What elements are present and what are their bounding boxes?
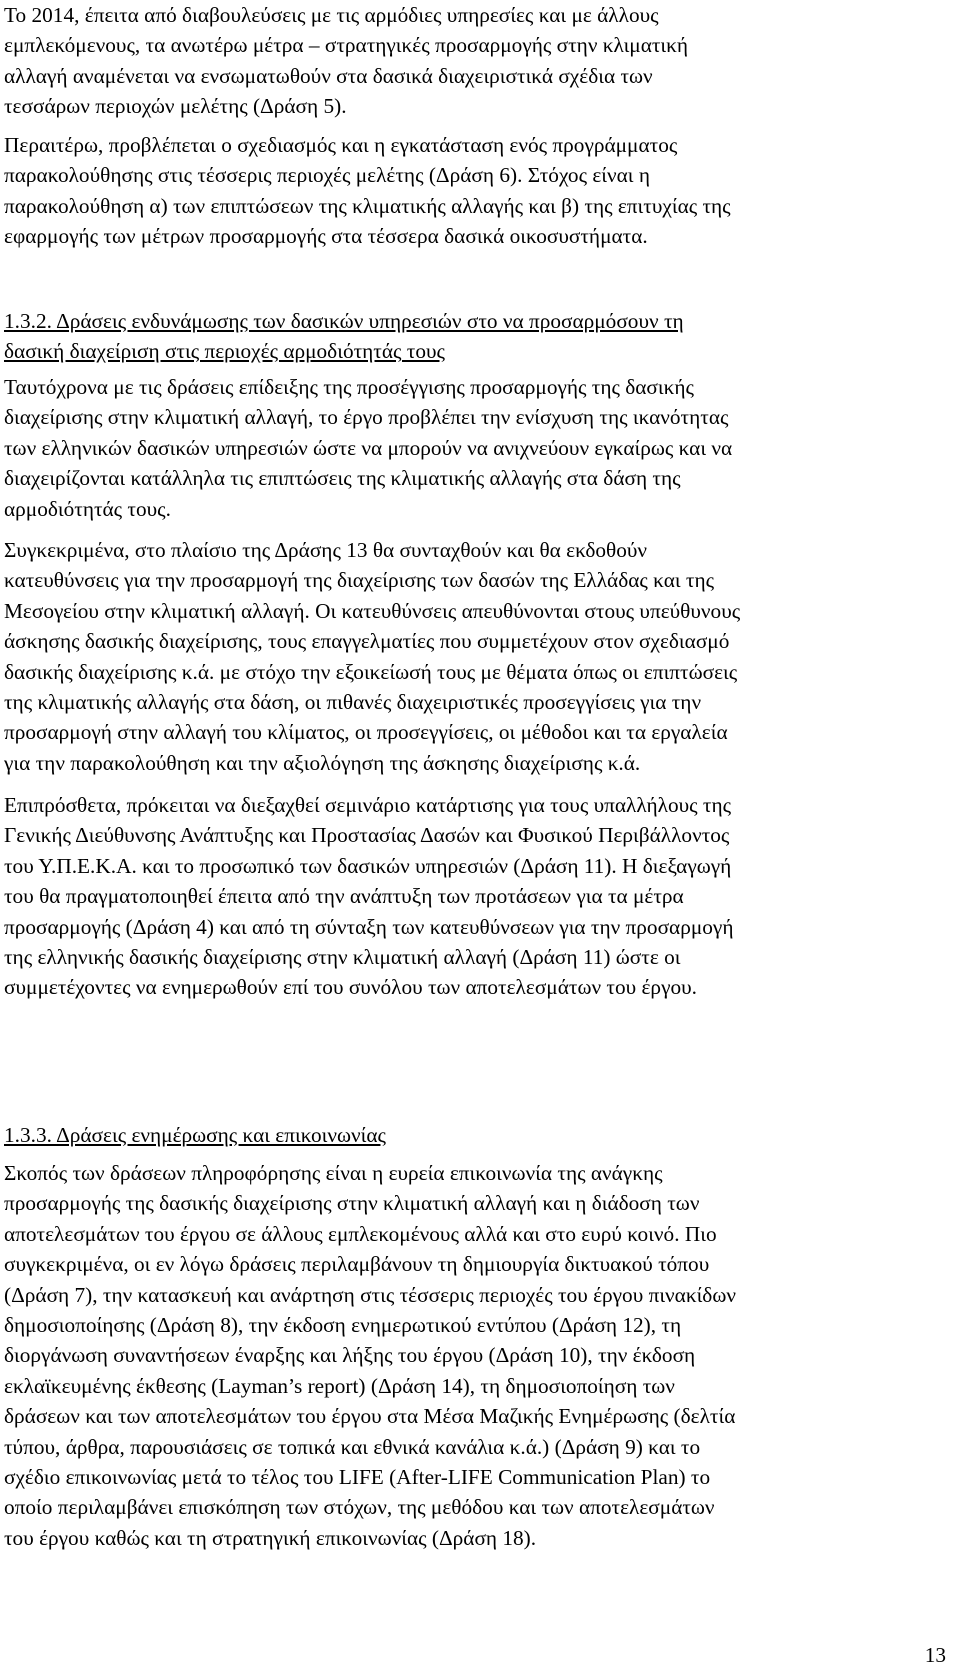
section-heading-1-3-3: 1.3.3. Δράσεις ενημέρωσης και επικοινωνίας <box>4 1123 386 1147</box>
paragraph-integration: Το 2014, έπειτα από διαβουλεύσεις με τις αρμόδιες υπηρεσίες και με άλλους εμπλεκόμενους, τα ανωτέρω μέτρα – στρατηγικές προσαρμογής στην κλιματική αλλαγή αναμένεται να ενσωματωθούν στα δασικά διαχειριστικά σχέδια των τεσσάρων περιοχών μελέτης (Δράση 5). <box>4 3 689 119</box>
paragraph-communication: Σκοπός των δράσεων πληροφόρησης είναι η ευρεία επικοινωνία της ανάγκης προσαρμογής της δασικής διαχείρισης στην κλιματική αλλαγή και η διάδοση των αποτελεσμάτων του έργου σε άλλους εμπλεκομένους αλλά και στο ευρύ κοινό. Πιο συγκεκριμένα, οι εν λόγω δράσεις περιλαμβάνουν τη δημιουργία δικτυακού τόπου (Δράση 7), την κατασκευή και ανάρτηση στις τέσσερις περιοχές του έργου πινακίδων δημοσιοποίησης (Δράση 8), την έκδοση ενημερωτικού εντύπου (Δράση 12), τη διοργάνωση συναντήσεων έναρξης και λήξης του έργου (Δράση 10), την έκδοση εκλαϊκευμένης έκθεσης (Layman’s report) (Δράση 14), τη δημοσιοποίηση των δράσεων και των αποτελεσμάτων του έργου στα Μέσα Μαζικής Ενημέρωσης (δελτία τύπου, άρθρα, παρουσιάσεις σε τοπικά και εθνικά κανάλια κ.ά.) (Δράση 9) και το σχέδιο επικοινωνίας μετά το τέλος του LIFE (After-LIFE Communication Plan) το οποίο περιλαμβάνει επισκόπηση των στόχων, της μεθόδου και των αποτελεσμάτων του έργου καθώς και τη στρατηγική επικοινωνίας (Δράση 18). <box>4 1161 736 1550</box>
paragraph-monitoring: Περαιτέρω, προβλέπεται ο σχεδιασμός και η εγκατάσταση ενός προγράμματος παρακολούθησης στις τέσσερις περιοχές μελέτης (Δράση 6). Στόχος είναι η παρακολούθηση α) των επιπτώσεων της κλιματικής αλλαγής και β) της επιτυχίας της εφαρμογής των μέτρων προσαρμογής στα τέσσερα δασικά οικοσυστήματα. <box>4 133 731 249</box>
section-heading-1-3-2: 1.3.2. Δράσεις ενδυνάμωσης των δασικών υπηρεσιών στο να προσαρμόσουν τη δασική διαχείριση στις περιοχές αρμοδιότητάς τους <box>4 309 684 364</box>
paragraph-capacity: Ταυτόχρονα με τις δράσεις επίδειξης της προσέγγισης προσαρμογής της δασικής διαχείρισης στην κλιματική αλλαγή, το έργο προβλέπει την ενίσχυση της ικανότητας των ελληνικών δασικών υπηρεσιών ώστε να μπορούν να ανιχνεύουν εγκαίρως και να διαχειρίζονται κατάλληλα τις επιπτώσεις της κλιματικής αλλαγής στα δάση της αρμοδιότητάς τους. <box>4 375 733 521</box>
paragraph-seminar: Επιπρόσθετα, πρόκειται να διεξαχθεί σεμινάριο κατάρτισης για τους υπαλλήλους της Γενικής Διεύθυνσης Ανάπτυξης και Προστασίας Δασών και Φυσικού Περιβάλλοντος του Υ.Π.Ε.Κ.Α. και το προσωπικό των δασικών υπηρεσιών (Δράση 11). Η διεξαγωγή του θα πραγματοποιηθεί έπειτα από την ανάπτυξη των προτάσεων για τα μέτρα προσαρμογής (Δράση 4) και από τη σύνταξη των κατευθύνσεων για την προσαρμογή της ελληνικής δασικής διαχείρισης στην κλιματική αλλαγή (Δράση 11) ώστε οι συμμετέχοντες να ενημερωθούν επί του συνόλου των αποτελεσμάτων του έργου. <box>4 793 734 1000</box>
page-number: 13 <box>924 1643 946 1667</box>
paragraph-guidelines: Συγκεκριμένα, στο πλαίσιο της Δράσης 13 θα συνταχθούν και θα εκδοθούν κατευθύνσεις για την προσαρμογή της διαχείρισης των δασών της Ελλάδας και της Μεσογείου στην κλιματική αλλαγή. Οι κατευθύνσεις απευθύνονται στους υπεύθυνους άσκησης δασικής διαχείρισης, τους επαγγελματίες που συμμετέχουν στον σχεδιασμό δασικής διαχείρισης κ.ά. με στόχο την εξοικείωσή τους με θέματα όπως οι επιπτώσεις της κλιματικής αλλαγής στα δάση, οι πιθανές διαχειριστικές προσεγγίσεις για την προσαρμογή στην αλλαγή του κλίματος, οι προσεγγίσεις, οι μέθοδοι και τα εργαλεία για την παρακολούθηση και την αξιολόγηση της άσκησης διαχείρισης κ.ά. <box>4 538 741 775</box>
